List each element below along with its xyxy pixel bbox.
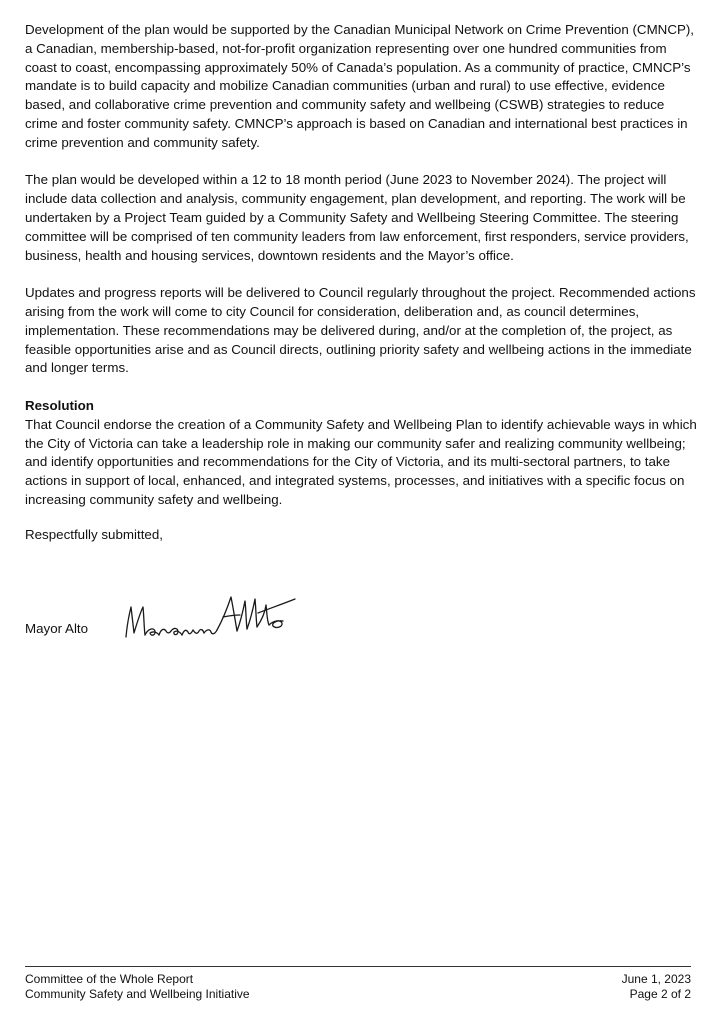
document-body: [25, 21, 697, 545]
footer-date: June 1, 2023: [621, 972, 691, 986]
handwritten-signature: [120, 585, 330, 647]
footer-report-title: Committee of the Whole Report: [25, 972, 194, 986]
page-footer: [25, 966, 691, 1002]
footer-page-number: Page 2 of 2: [629, 987, 691, 1001]
signature-block: [25, 585, 345, 655]
resolution-text: That Council endorse the creation of a Community Safety and Wellbeing Plan to identify achievable ways in which the City of Victoria can take a leadership role in making our community safer and realizing community wellbeing; and identify opportunities and recommendations for the City of Victoria, and its multi-sectoral partners, to take actions in support of local, enhanced, and integrated systems, processes, and initiatives with a specific focus on increasing community safety and wellbeing.: [25, 416, 697, 507]
closing-line: Respectfully submitted,: [25, 526, 163, 542]
footer-left: [25, 972, 250, 1002]
paragraph-updates: Updates and progress reports will be delivered to Council regularly throughout the project. Recommended actions arising from the work will come to city Council for consideration, deliberation and, as council determines, implementation. These recommendations may be delivered during, and/or at the completion of, the project, as feasible opportunities arise and as Council directs, outlining priority safety and wellbeing actions in the immediate and longer terms.: [25, 285, 696, 376]
signer-name: Mayor Alto: [25, 621, 89, 636]
footer-right: [622, 972, 691, 1002]
footer-initiative-title: Community Safety and Wellbeing Initiative: [25, 987, 250, 1001]
paragraph-cmncp: Development of the plan would be supported by the Canadian Municipal Network on Crime Prevention (CMNCP), a Canadian, membership-based, not-for-profit organization representing over one hundred communities from coast to coast, encompassing approximately 50% of Canada’s population. As a community of practice, CMNCP’s mandate is to build capacity and mobilize Canadian communities (urban and rural) to use effective, evidence based, and collaborative crime prevention and community safety and wellbeing (CSWB) strategies to reduce crime and foster community safety. CMNCP’s approach is based on Canadian and international best practices in crime prevention and community safety.: [25, 22, 695, 150]
resolution-heading: Resolution: [25, 397, 94, 413]
paragraph-timeline: The plan would be developed within a 12 to 18 month period (June 2023 to November 2024). The project will include data collection and analysis, community engagement, plan development, and reporting. The work will be undertaken by a Project Team guided by a Community Safety and Wellbeing Steering Committee. The steering committee will be comprised of ten community leaders from law enforcement, first responders, service providers, business, health and housing services, downtown residents and the Mayor’s office.: [25, 172, 689, 263]
